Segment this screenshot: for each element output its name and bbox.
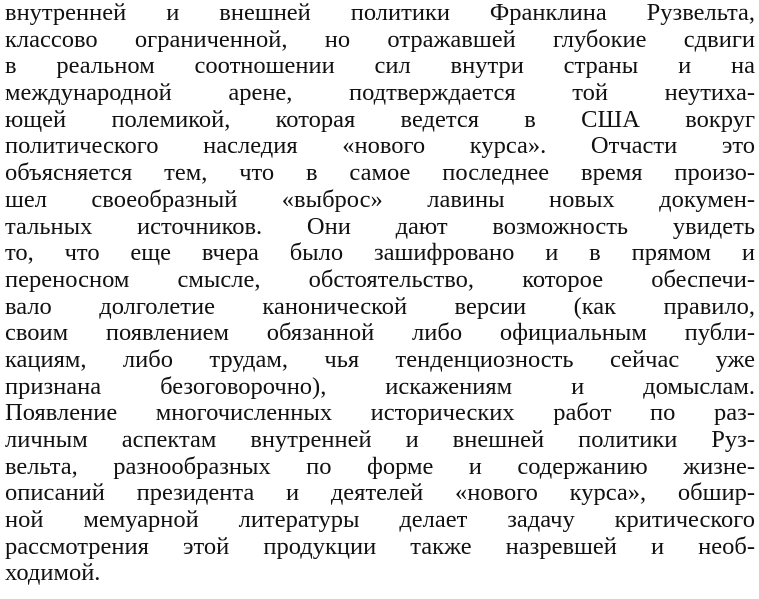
text-line-13: своим появлением обязанной либо официальным публи- bbox=[5, 320, 755, 347]
text-line-12: вало долголетие канонической версии (как правило, bbox=[5, 293, 755, 320]
text-line-21: рассмотрения этой продукции также назревшей и необ- bbox=[5, 533, 755, 560]
text-line-1: внутренней и внешней политики Франклина Рузвельта, bbox=[5, 0, 755, 26]
text-line-4: международной арене, подтверждается той неутиха- bbox=[5, 80, 755, 107]
text-line-17: личным аспектам внутренней и внешней политики Руз- bbox=[5, 427, 755, 453]
text-line-7: объясняется тем, что в самое последнее время произо- bbox=[5, 160, 755, 187]
text-line-11: переносном смысле, обстоятельство, которое обеспечи- bbox=[5, 266, 755, 293]
body-paragraph bbox=[5, 0, 755, 587]
text-line-3: в реальном соотношении сил внутри страны и на bbox=[5, 53, 755, 80]
text-line-2: классово ограниченной, но отражавшей глубокие сдвиги bbox=[5, 26, 755, 53]
text-line-14: кациям, либо трудам, чья тенденциозность сейчас уже bbox=[5, 346, 755, 373]
text-line-8: шел своеобразный «выброс» лавины новых докумен- bbox=[5, 186, 755, 213]
text-line-9: тальных источников. Они дают возможность увидеть bbox=[5, 213, 755, 240]
text-line-22: ходимой. bbox=[5, 560, 101, 587]
text-line-19: описаний президента и деятелей «нового курса», обшир- bbox=[5, 480, 755, 507]
text-line-5: ющей полемикой, которая ведется в США вокруг bbox=[5, 106, 755, 133]
text-line-10: то, что еще вчера было зашифровано и в прямом и bbox=[5, 240, 755, 267]
text-line-16: Появление многочисленных исторических работ по раз- bbox=[5, 400, 755, 427]
text-line-15: признана безоговорочно), искажениям и домыслам. bbox=[5, 373, 755, 400]
text-line-18: вельта, разнообразных по форме и содержанию жизне- bbox=[5, 453, 755, 480]
text-line-20: ной мемуарной литературы делает задачу критического bbox=[5, 507, 755, 534]
text-line-6: политического наследия «нового курса». Отчасти это bbox=[5, 133, 755, 160]
